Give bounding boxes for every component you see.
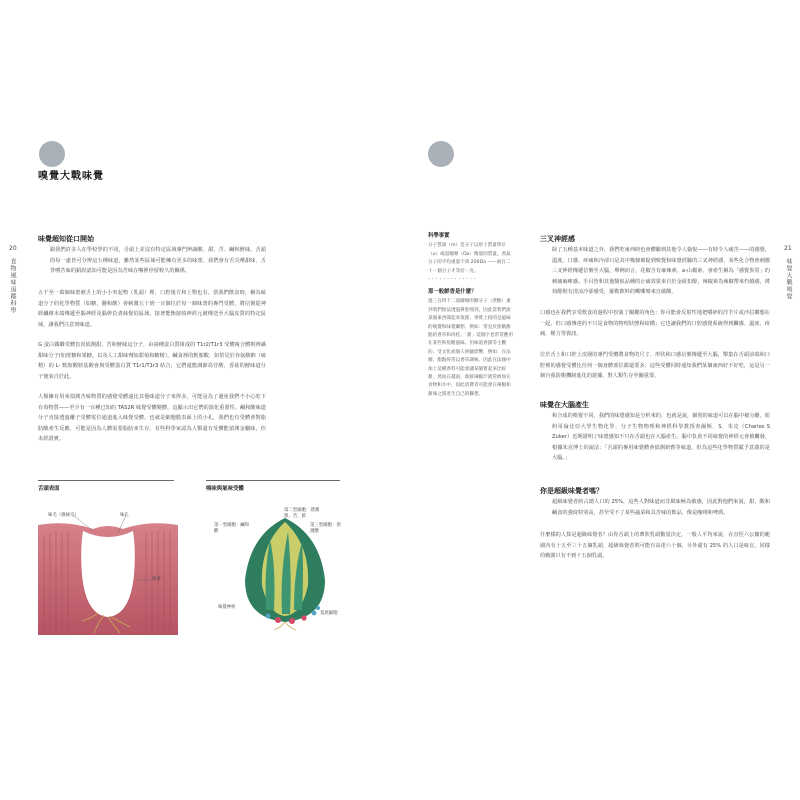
tongue-surface-illustration bbox=[38, 505, 178, 635]
figure-rule-right bbox=[206, 480, 340, 481]
sidebar-heading: 科學事實 bbox=[428, 233, 450, 239]
paragraph: G 蛋白偶聯受體負責偵測甜、苦和鮮味這分子，由兩種蛋白質組成的 T1r2/T1r3 受體複合體則辨識甜味分子(如蔗糖和果糖，以及人工甜味劑如甜菊和糖精）。鹹食裡的麩胺酸，如常見於谷氨酸鈉（味精）的 L- 麩胺酸胺基酸會與受體蛋白質 T1r1/T1r3 結合，它們還能調節鳥苷酸，香菇的鮮味道分子便來自於此。 bbox=[38, 342, 266, 380]
folio-right: 味覺大戰嗅覺 bbox=[785, 258, 792, 300]
page-number-right: 21 bbox=[784, 245, 792, 252]
paragraph: 和合成的嗅覺不同，我們的味覺感知是分析來的，也就是說，個別的味道可以在腦中被分離，紐約哥倫比亞大學生物化學、分子生物物理和神經科學教授查爾斯．S．朱克（Charles S Zuker）近期證明了味覺感知不只在舌頭也在大腦產生。腦中負責不同味覺的神經元會被觸發，根據朱克博士的說法：「舌頭的專用味覺體會偵測新舊等味道，但為這些化學物質賦予意義的是大腦。」 bbox=[552, 413, 770, 462]
section-heading-supertaster: 你是超級味覺者嗎？ bbox=[540, 487, 603, 495]
paragraph: 跟我們許多人在學校學的不同，舌頭上並沒有特定區域專門辨識酸、甜、苦、鹹和鮮味。舌頭的每一處皆可分辨這五種味道，雖然某些區域可能擁有更多的味蕾，我們會有舌尖嚐甜味、舌背嚐苦味的錯誤認知可能是因為苦味在嘴裡停留較久的關係。 bbox=[50, 247, 266, 275]
callout-taste-nerve: 味覺神經 bbox=[218, 605, 236, 610]
callout-taste-bud: 味蕾 bbox=[152, 577, 161, 582]
callout-type2-cell: 第二型細胞：感測甜、苦、鮮 bbox=[284, 508, 320, 519]
figure-label-taste-receptor: 嗅味與氣味受體 bbox=[206, 486, 244, 492]
paragraph: 什麼樣的人算是超級味覺者？由你舌頭上的蕈狀乳頭數量決定，一般人平均來說，在直徑六公釐的範圍內有十五至三十五個乳頭，超級味覺者則可能有高達六十個，另外還有 25% 的人口是味盲，同樣的範圍只有不到十五個乳頭。 bbox=[540, 532, 770, 560]
callout-basal-cell: 基底細胞 bbox=[320, 611, 338, 616]
paragraph: 口感也在我們享受飲食的過程中扮演了關鍵的角色：你可能會反射性地把嚼碎的洋芋片或沙拉聯想在一起，但口感傳達的不只是食物的物理狀態和結構；它也讓我們的口腔感覺系統得到觸感、溫度、疼痛、壓力等資訊。 bbox=[540, 310, 770, 338]
chapter-marker-circle bbox=[39, 141, 65, 167]
callout-type1-cell: 第一型細胞：鹹和酸 bbox=[214, 523, 250, 534]
paragraph: 超級味覺者約占總人口的 25%，這些人對味道而非風味極為敏感，因此對他們來說，甜、酸和鹹食的強度特別高，甚至受不了某些蔬菜和具苦味的飲品，像是咖啡和啤酒。 bbox=[552, 499, 770, 516]
sidebar-science-fact bbox=[428, 232, 514, 276]
sidebar-divider: · · · · · · · · · · · · · bbox=[428, 276, 476, 283]
chapter-title: 嗅覺大戰味覺 bbox=[38, 171, 104, 182]
section-heading-taste-mouth: 味覺超知從口開始 bbox=[38, 235, 94, 243]
callout-taste-pore: 味孔 bbox=[120, 513, 129, 518]
page-number-left: 20 bbox=[9, 245, 17, 252]
paragraph: 除了五種基本味道之外，我們吃東西時也會體驗到其他令人愉悅——有時令人痛苦——的感覺，溫度、口感、疼痛和冷卻只是其中幾個被提到嗅覺和味覺經驗的三叉神經感，某些化合物會刺激三叉神經傳遞信號至大腦，舉例而言，花椒含有麻辣素。a-山椒素，會產生稱為「感覺異常」的刺痛麻痺感。手目皆和其他類似品種的止痛效果來自於金紐扣醇，辣椒素為辣椒帶來灼燒感，薄荷醇則有清涼冷卻感受，羅勒飲料的嘶嘶聲來自碳酸。 bbox=[552, 247, 770, 296]
figure-rule-left bbox=[38, 480, 174, 481]
sidebar-text: 過三百四十二道爾頓的糖分子（蔗糖）重到我們無法透過鼻腔嗅到，因此當我們說某個東西聞起來很甜，事實上指的是風味的嗅覺和味覺聯想。例如：常見於焦糖甜點的香草和肉桂。「甜」這個字也常常應用在某些和焦糖風味、但味道香甜等主觀的、受文化或個人經驗影響，例如：在法國，甜點經常以香草調味，因此在法國中加上這種香料可能會讓某個嘗起來比較甜，然而在越南，新鮮辣椒汁就常被加在食物和水中，因此消費者可能會在辣椒和甜味之間產生自己的聯想。 bbox=[428, 299, 513, 397]
folio-left: 食物風味追蹤科學 bbox=[9, 258, 16, 314]
section-heading-brain-taste: 味覺在大腦產生 bbox=[540, 401, 589, 409]
section-heading-trigeminal: 三叉神經感 bbox=[540, 235, 575, 243]
paragraph: 位於舌上和口腔上皮層的專門受體將食物的尺寸、形狀和口感信號傳遞至大腦，擊集在舌頭前端和口腔裡的感覺受體比任何一個身體部位都還要多；這些受體同時通知我們某個東西好不好吃，這是另一個自我防衛機制進化的證據，對人類生存至關重要。 bbox=[540, 352, 770, 380]
paragraph: 五千至一萬個味蕾被舌上的小小突起物（乳頭）裡，口腔後方和上顎也有。當我們飲食時，稱為味道分子的化學物質（如糖、鹽和酸）會刺激五十到一百個位於每一個味蕾的專門受體，將信號從神經纖維末端傳遞至腦神經及腦幹負責味覺的區域，接著能衡接收神經元被傳送至大腦皮質的特定區域，讓我們注意到味道。 bbox=[38, 290, 266, 328]
sidebar-heading: 那一般鮮香是什麼？ bbox=[428, 289, 477, 295]
callout-microvilli: 味毛（微絨毛） bbox=[48, 513, 79, 518]
sidebar-sweet-aroma bbox=[428, 288, 514, 399]
sidebar-text: 分子質量（m）是分子以原子質量單位（u）或道爾頓（Da）衡量的質量。香氣分子的平均重量不到 200Da ——兩百二十一個分子才等於一克。 bbox=[428, 243, 511, 274]
chapter-marker-circle-right bbox=[428, 141, 454, 167]
callout-type3-cell: 第三型細胞：偵測酸 bbox=[310, 523, 341, 534]
figure-label-tongue-surface: 舌頭表面 bbox=[38, 486, 60, 492]
paragraph: 人類擁有用來偵測苦味物質的感覺受體遠比其他味道分子來得多，可能是為了避免我們不小心吃下有毒物質——至少有一百種已知的 TAS2R 味覺受體變體，這顯示出它們的演化重要性。鹹和酸味道分子直接透過離子受體電位通道進入味覺受體，也就是細胞膜表面上的小孔，我們也有受體會對脂肪酸產生反應，可能是因為人體需要脂肪來生存。有些科學家認為人類還有受體能偵測金屬味，但未經證實。 bbox=[38, 394, 266, 443]
